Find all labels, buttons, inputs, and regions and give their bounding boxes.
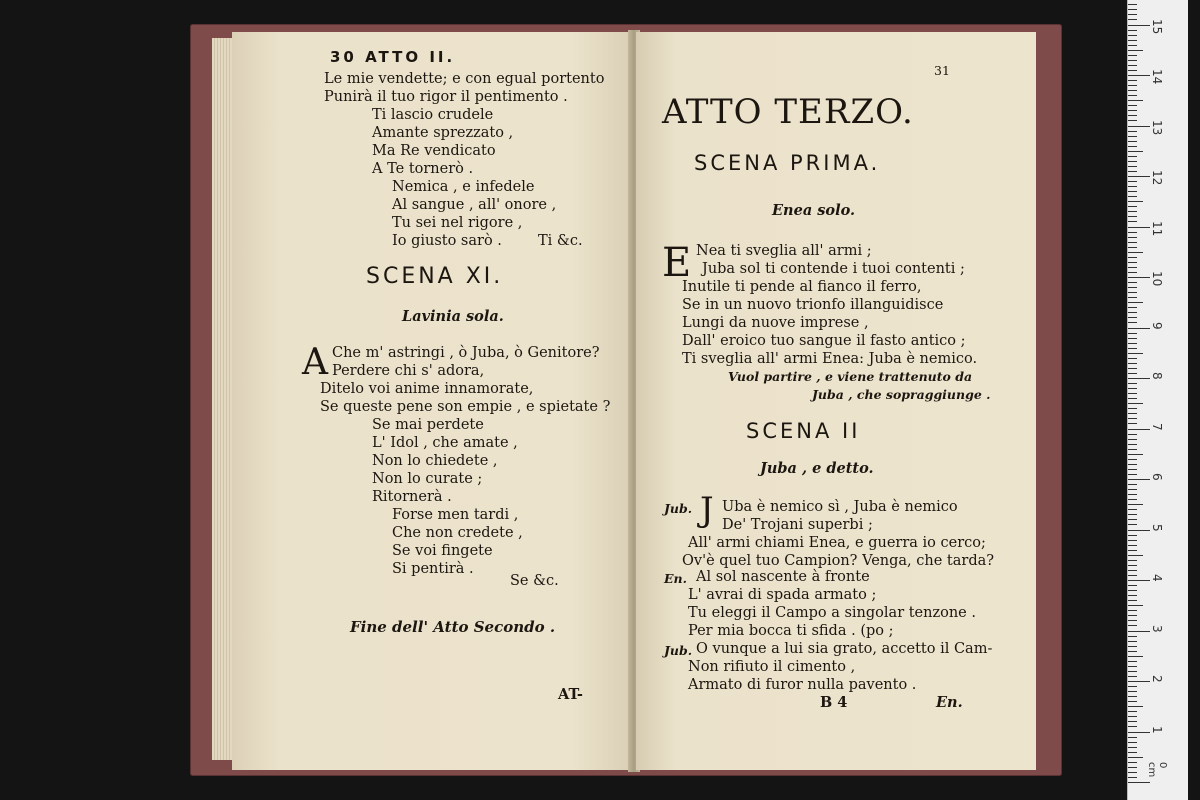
ruler-tick bbox=[1128, 752, 1137, 753]
ruler-tick bbox=[1128, 272, 1137, 273]
ruler-tick bbox=[1128, 297, 1137, 298]
ruler-tick bbox=[1128, 221, 1137, 222]
ruler-tick bbox=[1128, 651, 1137, 652]
ruler-tick bbox=[1128, 328, 1150, 329]
speech-line: Ov'è quel tuo Campion? Venga, che tarda? bbox=[682, 553, 995, 569]
ruler-tick bbox=[1128, 726, 1137, 727]
right-page bbox=[636, 32, 1036, 770]
ruler-tick bbox=[1128, 499, 1137, 500]
ruler-tick bbox=[1128, 590, 1137, 591]
speech-line: Se queste pene son empie , e spietate ? bbox=[320, 399, 611, 415]
ruler-tick bbox=[1128, 514, 1137, 515]
speech-line: Al sol nascente à fronte bbox=[696, 569, 870, 585]
catchword: En. bbox=[936, 694, 963, 711]
ruler-number: 13 bbox=[1150, 119, 1164, 135]
ruler-tick bbox=[1128, 575, 1137, 576]
ruler-number: 2 bbox=[1150, 675, 1164, 683]
ruler-tick bbox=[1128, 459, 1137, 460]
ruler-tick bbox=[1128, 434, 1137, 435]
scene-title: SCENA II bbox=[746, 419, 861, 443]
ruler-tick bbox=[1128, 358, 1137, 359]
ruler-number: 3 bbox=[1150, 624, 1164, 633]
ruler-tick bbox=[1128, 767, 1137, 768]
ruler-tick bbox=[1128, 14, 1137, 15]
ruler-tick bbox=[1128, 555, 1143, 556]
ruler-number: 5 bbox=[1150, 523, 1164, 532]
ruler-number: 15 bbox=[1150, 18, 1164, 34]
ruler-number: 1 bbox=[1150, 725, 1164, 734]
verse-line: Punirà il tuo rigor il pentimento . bbox=[324, 89, 568, 105]
speaker-label: Jub. bbox=[664, 643, 693, 658]
ruler-tick bbox=[1128, 45, 1137, 46]
act-end: Fine dell' Atto Secondo . bbox=[350, 618, 556, 636]
ruler-tick bbox=[1128, 489, 1137, 490]
ruler-tick bbox=[1128, 636, 1137, 637]
ruler-tick bbox=[1128, 237, 1137, 238]
ruler-number: 10 bbox=[1150, 271, 1164, 287]
ruler-tick bbox=[1128, 535, 1137, 536]
aria-line: Non lo curate ; bbox=[372, 471, 483, 487]
ruler-tick bbox=[1128, 252, 1143, 253]
ruler-number: 11 bbox=[1150, 220, 1164, 236]
ruler-tick bbox=[1128, 9, 1137, 10]
ruler-tick bbox=[1128, 307, 1137, 308]
ruler-tick bbox=[1128, 312, 1137, 313]
ruler-tick bbox=[1128, 267, 1137, 268]
ruler-tick bbox=[1128, 55, 1137, 56]
ruler-tick bbox=[1128, 580, 1150, 581]
ruler-tick bbox=[1128, 277, 1150, 278]
speech-line: Dall' eroico tuo sangue il fasto antico ; bbox=[682, 333, 966, 349]
ruler-tick bbox=[1128, 126, 1150, 127]
aria-line: Si pentirà . bbox=[392, 561, 474, 577]
ruler-tick bbox=[1128, 50, 1143, 51]
ruler-tick bbox=[1128, 317, 1137, 318]
speech-line: Uba è nemico sì , Juba è nemico bbox=[722, 499, 958, 515]
ruler-tick bbox=[1128, 247, 1137, 248]
ruler-tick bbox=[1128, 115, 1137, 116]
ruler-tick bbox=[1128, 509, 1137, 510]
ruler-tick bbox=[1128, 85, 1137, 86]
aria-line: Ma Re vendicato bbox=[372, 143, 496, 159]
speech-line: Armato di furor nulla pavento . bbox=[688, 677, 917, 693]
ruler-tick bbox=[1128, 206, 1137, 207]
ruler-tick bbox=[1128, 105, 1137, 106]
ruler-tick bbox=[1128, 398, 1137, 399]
ruler-tick bbox=[1128, 146, 1137, 147]
ruler-tick bbox=[1128, 595, 1137, 596]
ruler-tick bbox=[1128, 110, 1137, 111]
speech-line: Che m' astringi , ò Juba, ò Genitore? bbox=[332, 345, 600, 361]
ruler-tick bbox=[1128, 95, 1137, 96]
ruler-tick bbox=[1128, 757, 1143, 758]
aria-line: Amante sprezzato , bbox=[372, 125, 514, 141]
ruler-number: 7 bbox=[1150, 422, 1164, 431]
speech-line: Tu eleggi il Campo a singolar tenzone . bbox=[688, 605, 976, 621]
ruler-tick bbox=[1128, 120, 1137, 121]
ruler-tick bbox=[1128, 25, 1150, 26]
ruler-tick bbox=[1128, 186, 1137, 187]
ruler-tick bbox=[1128, 570, 1137, 571]
ruler-tick bbox=[1128, 762, 1137, 763]
ruler-tick bbox=[1128, 439, 1137, 440]
aria-line: Tu sei nel rigore , bbox=[392, 215, 523, 231]
ruler-tick bbox=[1128, 171, 1137, 172]
verse-line: Le mie vendette; e con egual portento bbox=[324, 71, 605, 87]
ruler-tick bbox=[1128, 610, 1137, 611]
ruler-tick bbox=[1128, 413, 1137, 414]
ruler-tick bbox=[1128, 524, 1137, 525]
ruler-tick bbox=[1128, 706, 1143, 707]
speech-line: De' Trojani superbi ; bbox=[722, 517, 873, 533]
ruler-tick bbox=[1128, 540, 1137, 541]
ruler-tick bbox=[1128, 100, 1143, 101]
ruler-tick bbox=[1128, 464, 1137, 465]
ruler-tick bbox=[1128, 545, 1137, 546]
ruler-tick bbox=[1128, 196, 1137, 197]
ruler-tick bbox=[1128, 353, 1143, 354]
scene-title: SCENA PRIMA. bbox=[694, 151, 881, 175]
ruler-number: 9 bbox=[1150, 321, 1164, 330]
ruler-tick bbox=[1128, 191, 1137, 192]
ruler-tick bbox=[1128, 176, 1150, 177]
ruler-tick bbox=[1128, 70, 1137, 71]
aria-line: Forse men tardi , bbox=[392, 507, 519, 523]
measuring-ruler bbox=[1127, 0, 1188, 800]
ruler-tick bbox=[1128, 287, 1137, 288]
aria-repeat: Se &c. bbox=[510, 573, 559, 589]
ruler-tick bbox=[1128, 282, 1137, 283]
ruler-tick bbox=[1128, 656, 1143, 657]
speech-line: Inutile ti pende al fianco il ferro, bbox=[682, 279, 922, 295]
aria-line: Che non credete , bbox=[392, 525, 523, 541]
ruler-tick bbox=[1128, 484, 1137, 485]
ruler-tick bbox=[1128, 257, 1137, 258]
ruler-tick bbox=[1128, 292, 1137, 293]
ruler-number: 14 bbox=[1150, 69, 1164, 85]
stage-direction: Vuol partire , e viene trattenuto da bbox=[728, 369, 973, 384]
drop-cap: J bbox=[700, 490, 714, 530]
ruler-tick bbox=[1128, 620, 1137, 621]
ruler-tick bbox=[1128, 444, 1137, 445]
ruler-tick bbox=[1128, 418, 1137, 419]
speaker-label: En. bbox=[664, 571, 687, 586]
ruler-tick bbox=[1128, 631, 1150, 632]
ruler-tick bbox=[1128, 711, 1137, 712]
ruler-tick bbox=[1128, 747, 1137, 748]
ruler-tick bbox=[1128, 388, 1137, 389]
ruler-tick bbox=[1128, 772, 1137, 773]
ruler-tick bbox=[1128, 227, 1150, 228]
ruler-tick bbox=[1128, 403, 1143, 404]
ruler-tick bbox=[1128, 530, 1150, 531]
page-edges bbox=[212, 38, 234, 760]
speech-line: Ti sveglia all' armi Enea: Juba è nemico. bbox=[682, 351, 978, 367]
speech-line: Juba sol ti contende i tuoi contenti ; bbox=[702, 261, 965, 277]
ruler-tick bbox=[1128, 585, 1137, 586]
aria-line: Ritornerà . bbox=[372, 489, 452, 505]
ruler-tick bbox=[1128, 600, 1137, 601]
ruler-tick bbox=[1128, 242, 1137, 243]
ruler-tick bbox=[1128, 166, 1137, 167]
ruler-tick bbox=[1128, 40, 1137, 41]
ruler-tick bbox=[1128, 469, 1137, 470]
ruler-tick bbox=[1128, 504, 1143, 505]
scene-title: SCENA XI. bbox=[366, 264, 504, 289]
ruler-tick bbox=[1128, 383, 1137, 384]
ruler-tick bbox=[1128, 605, 1143, 606]
ruler-tick bbox=[1128, 65, 1137, 66]
ruler-tick bbox=[1128, 550, 1137, 551]
ruler-tick bbox=[1128, 681, 1150, 682]
ruler-unit: 0 cm bbox=[1146, 762, 1168, 778]
left-page bbox=[232, 32, 632, 770]
left-header: 30 ATTO II. bbox=[330, 48, 456, 66]
ruler-tick bbox=[1128, 666, 1137, 667]
ruler-tick bbox=[1128, 333, 1137, 334]
speech-line: Per mia bocca ti sfida . (po ; bbox=[688, 623, 894, 639]
ruler-tick bbox=[1128, 686, 1137, 687]
ruler-tick bbox=[1128, 565, 1137, 566]
ruler-tick bbox=[1128, 615, 1137, 616]
ruler-tick bbox=[1128, 338, 1137, 339]
drop-cap: A bbox=[302, 342, 328, 383]
ruler-number: 4 bbox=[1150, 574, 1164, 582]
ruler-tick bbox=[1128, 161, 1137, 162]
ruler-tick bbox=[1128, 423, 1137, 424]
speech-line: Nea ti sveglia all' armi ; bbox=[696, 243, 872, 259]
aria-line: L' Idol , che amate , bbox=[372, 435, 518, 451]
ruler-tick bbox=[1128, 348, 1137, 349]
ruler-tick bbox=[1128, 625, 1137, 626]
act-title: ATTO TERZO. bbox=[662, 92, 914, 132]
ruler-tick bbox=[1128, 777, 1137, 778]
stage-direction: Juba , che sopraggiunge . bbox=[812, 387, 991, 402]
ruler-tick bbox=[1128, 262, 1137, 263]
ruler-tick bbox=[1128, 449, 1137, 450]
ruler-tick bbox=[1128, 716, 1137, 717]
ruler-tick bbox=[1128, 474, 1137, 475]
scene-persons: Enea solo. bbox=[772, 202, 856, 219]
speech-line: Se in un nuovo trionfo illanguidisce bbox=[682, 297, 944, 313]
ruler-tick bbox=[1128, 151, 1143, 152]
aria-line: Se voi fingete bbox=[392, 543, 493, 559]
ruler-tick bbox=[1128, 641, 1137, 642]
ruler-tick bbox=[1128, 80, 1137, 81]
ruler-tick bbox=[1128, 782, 1150, 783]
speech-line: O vunque a lui sia grato, accetto il Cam- bbox=[696, 641, 993, 657]
scene-persons: Lavinia sola. bbox=[402, 308, 504, 325]
ruler-tick bbox=[1128, 732, 1150, 733]
speaker-label: Jub. bbox=[664, 501, 693, 516]
ruler-tick bbox=[1128, 368, 1137, 369]
ruler-tick bbox=[1128, 661, 1137, 662]
ruler-number: 12 bbox=[1150, 170, 1164, 186]
ruler-tick bbox=[1128, 696, 1137, 697]
ruler-tick bbox=[1128, 701, 1137, 702]
ruler-tick bbox=[1128, 363, 1137, 364]
ruler-tick bbox=[1128, 216, 1137, 217]
page-number: 31 bbox=[934, 63, 950, 78]
aria-line: Io giusto sarò . bbox=[392, 233, 502, 249]
ruler-tick bbox=[1128, 141, 1137, 142]
ruler-tick bbox=[1128, 35, 1137, 36]
ruler-tick bbox=[1128, 30, 1137, 31]
aria-repeat: Ti &c. bbox=[538, 233, 583, 249]
ruler-tick bbox=[1128, 232, 1137, 233]
speech-line: L' avrai di spada armato ; bbox=[688, 587, 877, 603]
ruler-tick bbox=[1128, 302, 1143, 303]
ruler-tick bbox=[1128, 454, 1143, 455]
ruler-tick bbox=[1128, 408, 1137, 409]
ruler-tick bbox=[1128, 676, 1137, 677]
speech-line: Lungi da nuove imprese , bbox=[682, 315, 869, 331]
signature-mark: B 4 bbox=[820, 694, 848, 711]
ruler-tick bbox=[1128, 131, 1137, 132]
aria-line: Al sangue , all' onore , bbox=[392, 197, 557, 213]
ruler-tick bbox=[1128, 393, 1137, 394]
ruler-tick bbox=[1128, 19, 1137, 20]
ruler-tick bbox=[1128, 378, 1150, 379]
ruler-tick bbox=[1128, 4, 1137, 5]
ruler-tick bbox=[1128, 560, 1137, 561]
ruler-tick bbox=[1128, 742, 1137, 743]
speech-line: Ditelo voi anime innamorate, bbox=[320, 381, 534, 397]
speech-line: Perdere chi s' adora, bbox=[332, 363, 485, 379]
speech-line: All' armi chiami Enea, e guerra io cerco; bbox=[688, 535, 986, 551]
ruler-tick bbox=[1128, 75, 1150, 76]
ruler-tick bbox=[1128, 201, 1143, 202]
aria-line: Se mai perdete bbox=[372, 417, 484, 433]
aria-line: A Te tornerò . bbox=[372, 161, 474, 177]
ruler-tick bbox=[1128, 737, 1137, 738]
ruler-tick bbox=[1128, 181, 1137, 182]
drop-cap: E bbox=[662, 240, 692, 286]
ruler-tick bbox=[1128, 479, 1150, 480]
catchword: AT- bbox=[558, 686, 583, 703]
ruler-tick bbox=[1128, 136, 1137, 137]
ruler-number: 6 bbox=[1150, 473, 1164, 481]
aria-line: Non lo chiedete , bbox=[372, 453, 498, 469]
ruler-tick bbox=[1128, 60, 1137, 61]
ruler-tick bbox=[1128, 691, 1137, 692]
ruler-tick bbox=[1128, 671, 1137, 672]
scene-persons: Juba , e detto. bbox=[760, 460, 874, 477]
ruler-tick bbox=[1128, 211, 1137, 212]
aria-line: Nemica , e infedele bbox=[392, 179, 535, 195]
ruler-tick bbox=[1128, 373, 1137, 374]
ruler-tick bbox=[1128, 343, 1137, 344]
aria-line: Ti lascio crudele bbox=[372, 107, 494, 123]
ruler-tick bbox=[1128, 156, 1137, 157]
ruler-tick bbox=[1128, 429, 1150, 430]
ruler-number: 8 bbox=[1150, 372, 1164, 380]
ruler-tick bbox=[1128, 519, 1137, 520]
ruler-tick bbox=[1128, 90, 1137, 91]
speech-line: Non rifiuto il cimento , bbox=[688, 659, 856, 675]
ruler-tick bbox=[1128, 322, 1137, 323]
ruler-tick bbox=[1128, 646, 1137, 647]
ruler-tick bbox=[1128, 494, 1137, 495]
ruler-tick bbox=[1128, 721, 1137, 722]
